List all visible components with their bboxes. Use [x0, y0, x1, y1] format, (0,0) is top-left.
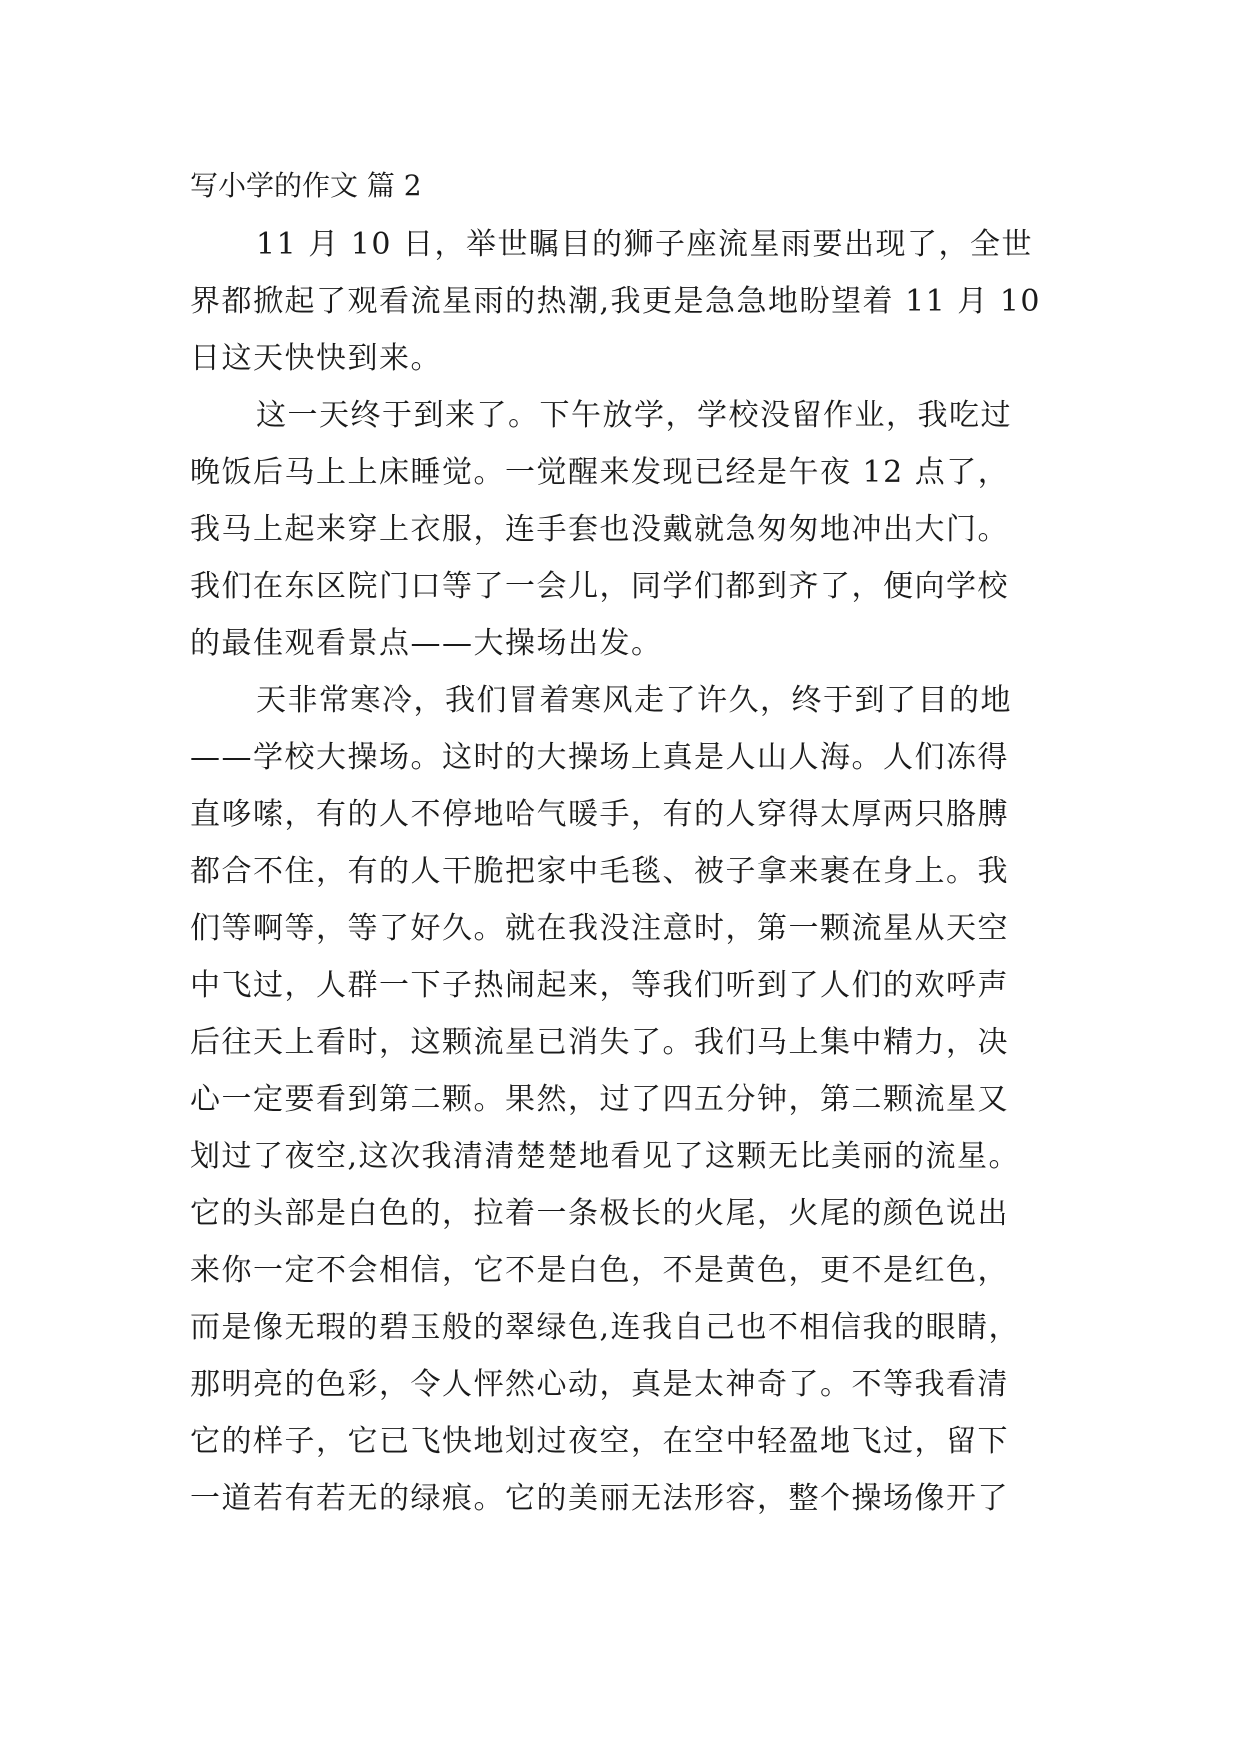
text-line: 我马上起来穿上衣服，连手套也没戴就急匆匆地冲出大门。 [190, 512, 1009, 547]
text-line: 的最佳观看景点——大操场出发。 [190, 626, 663, 661]
text-line: 我们在东区院门口等了一会儿，同学们都到齐了，便向学校 [190, 569, 1009, 604]
text-line: 后往天上看时，这颗流星已消失了。我们马上集中精力，决 [190, 1025, 1009, 1060]
text-line: 划过了夜空,这次我清清楚楚地看见了这颗无比美丽的流星。 [190, 1139, 1021, 1174]
essay-title: 写小学的作文 篇 2 [190, 169, 422, 202]
text-line: 而是像无瑕的碧玉般的翠绿色,连我自己也不相信我的眼睛， [190, 1310, 1021, 1345]
text-line: ——学校大操场。这时的大操场上真是人山人海。人们冻得 [190, 740, 1009, 775]
text-line: 11 月 10 日，举世瞩目的狮子座流星雨要出现了，全世 [256, 227, 1033, 262]
text-line: 们等啊等，等了好久。就在我没注意时，第一颗流星从天空 [190, 911, 1009, 946]
text-line: 它的样子，它已飞快地划过夜空，在空中轻盈地飞过，留下 [190, 1424, 1009, 1459]
text-line: 日这天快快到来。 [190, 341, 442, 376]
text-line: 界都掀起了观看流星雨的热潮,我更是急急地盼望着 11 月 10 [190, 284, 1041, 319]
text-line: 晚饭后马上上床睡觉。一觉醒来发现已经是午夜 12 点了， [190, 455, 1010, 490]
text-line: 直哆嗦，有的人不停地哈气暖手，有的人穿得太厚两只胳膊 [190, 797, 1009, 832]
text-line: 中飞过，人群一下子热闹起来，等我们听到了人们的欢呼声 [190, 968, 1009, 1003]
text-line: 那明亮的色彩，令人怦然心动，真是太神奇了。不等我看清 [190, 1367, 1009, 1402]
text-line: 心一定要看到第二颗。果然，过了四五分钟，第二颗流星又 [190, 1082, 1009, 1117]
essay-body [190, 216, 1050, 1527]
text-line: 一道若有若无的绿痕。它的美丽无法形容，整个操场像开了 [190, 1481, 1009, 1516]
text-line: 都合不住，有的人干脆把家中毛毯、被子拿来裹在身上。我 [190, 854, 1009, 889]
text-line: 它的头部是白色的，拉着一条极长的火尾，火尾的颜色说出 [190, 1196, 1009, 1231]
text-line: 来你一定不会相信，它不是白色，不是黄色，更不是红色， [190, 1253, 1009, 1288]
text-line: 这一天终于到来了。下午放学，学校没留作业，我吃过 [256, 398, 1012, 433]
text-line: 天非常寒冷，我们冒着寒风走了许久，终于到了目的地 [256, 683, 1012, 718]
